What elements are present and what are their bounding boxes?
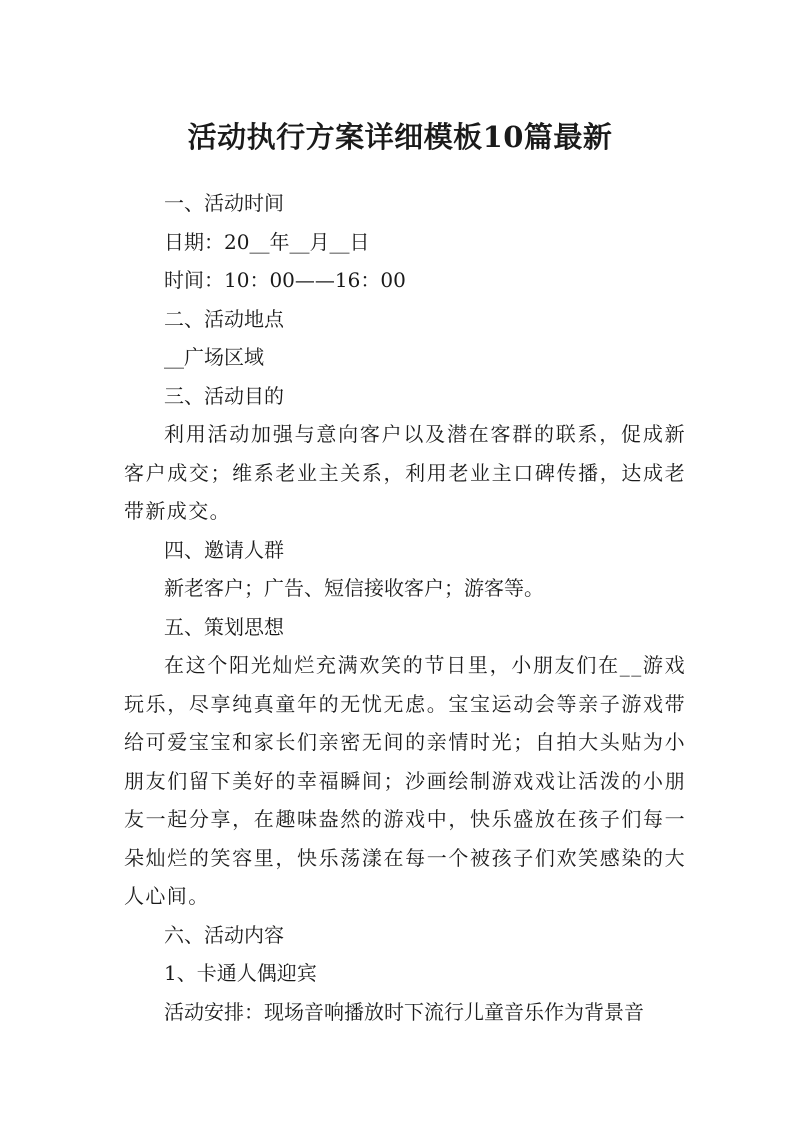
time-line: 时间：10：00——16：00: [164, 268, 406, 292]
item1-heading: 1、卡通人偶迎宾: [164, 961, 317, 985]
section-heading-invite: 四、邀请人群: [164, 537, 284, 562]
section-heading-location: 二、活动地点: [164, 306, 284, 331]
section-heading-content: 六、活动内容: [164, 922, 284, 947]
location-text: __广场区域: [164, 345, 264, 369]
section-heading-time: 一、活动时间: [164, 191, 284, 215]
item1-text: 活动安排：现场音响播放时下流行儿童音乐作为背景音: [164, 999, 644, 1024]
section-heading-idea: 五、策划思想: [164, 614, 284, 639]
section-heading-purpose: 三、活动目的: [164, 383, 284, 408]
invite-text: 新老客户；广告、短信接收客户；游客等。: [164, 576, 544, 600]
idea-paragraph: 在这个阳光灿烂充满欢笑的节日里，小朋友们在__游戏玩乐，尽享纯真童年的无忧无虑。宝宝运动会等亲子游戏带给可爱宝宝和家长们亲密无间的亲情时光；自拍大头贴为小朋友们留下美好的幸福瞬间；沙画绘制游戏戏让活泼的小朋友一起分享，在趣味盎然的游戏中，快乐盛放在孩子们每一朵灿烂的笑容里，快乐荡漾在每一个被孩子们欢笑感染的大人心间。: [124, 653, 686, 908]
document-body: [124, 184, 686, 1031]
purpose-paragraph: 利用活动加强与意向客户以及潜在客群的联系，促成新客户成交；维系老业主关系，利用老业主口碑传播，达成老带新成交。: [124, 422, 686, 523]
date-line: 日期：20__年__月__日: [164, 229, 370, 254]
document-title: 活动执行方案详细模板10篇最新: [187, 120, 613, 155]
